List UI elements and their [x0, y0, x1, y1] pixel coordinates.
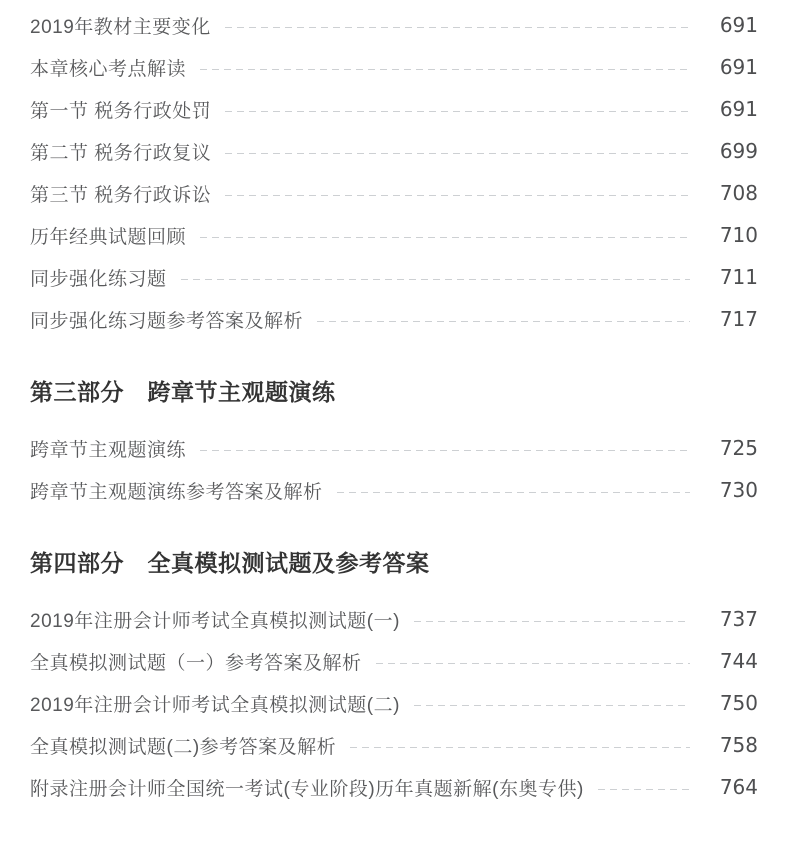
dotted-leader: [376, 663, 690, 664]
toc-entry-title: 同步强化练习题参考答案及解析: [30, 310, 304, 332]
toc-entry-page-number: 764: [719, 775, 758, 799]
dotted-leader: [225, 153, 690, 154]
toc-entry: [30, 46, 758, 88]
toc-entry: [30, 724, 758, 766]
toc-entry-title: 全真模拟测试题(二)参考答案及解析: [30, 736, 337, 758]
toc-entry-page-number: 758: [719, 733, 758, 757]
dotted-leader: [317, 321, 690, 322]
toc-entry: [30, 298, 758, 340]
toc-entry-page-number: 725: [719, 436, 758, 460]
toc-entry: [30, 4, 758, 46]
toc-entry-title: 本章核心考点解读: [30, 58, 187, 80]
toc-entry: [30, 214, 758, 256]
toc-entry: [30, 640, 758, 682]
dotted-leader: [200, 450, 690, 451]
toc-entry-page-number: 691: [719, 13, 758, 37]
dotted-leader: [598, 789, 690, 790]
dotted-leader: [350, 747, 690, 748]
toc-entry: [30, 256, 758, 298]
toc-entry-title: 附录注册会计师全国统一考试(专业阶段)历年真题新解(东奥专供): [30, 778, 584, 800]
dotted-leader: [200, 237, 690, 238]
dotted-leader: [414, 705, 690, 706]
toc-entry-title: 同步强化练习题: [30, 268, 167, 290]
section-header: 第三部分 跨章节主观题演练: [30, 379, 336, 405]
dotted-leader: [225, 27, 690, 28]
toc-entry-title: 第二节 税务行政复议: [30, 142, 212, 164]
toc-entry-page-number: 717: [719, 307, 758, 331]
toc-entry-page-number: 708: [719, 181, 758, 205]
toc-entry-title: 第一节 税务行政处罚: [30, 100, 212, 122]
toc-entry-page-number: 691: [719, 97, 758, 121]
toc-entry: [30, 427, 758, 469]
toc-entry-page-number: 730: [719, 478, 758, 502]
toc-entry: [30, 88, 758, 130]
dotted-leader: [225, 111, 690, 112]
section-header: 第四部分 全真模拟测试题及参考答案: [30, 550, 430, 576]
toc-entry-title: 全真模拟测试题（一）参考答案及解析: [30, 652, 362, 674]
toc-entry-title: 2019年注册会计师考试全真模拟测试题(二): [30, 694, 400, 716]
toc-entry-page-number: 691: [719, 55, 758, 79]
toc-entry-page-number: 737: [719, 607, 758, 631]
toc-entry-title: 2019年教材主要变化: [30, 16, 211, 38]
toc-entry-title: 跨章节主观题演练参考答案及解析: [30, 481, 323, 503]
toc-entry-page-number: 699: [719, 139, 758, 163]
toc-entry-title: 第三节 税务行政诉讼: [30, 184, 212, 206]
dotted-leader: [337, 492, 690, 493]
toc-entry: [30, 130, 758, 172]
toc-entry: [30, 469, 758, 511]
dotted-leader: [225, 195, 690, 196]
toc-entry-title: 2019年注册会计师考试全真模拟测试题(一): [30, 610, 400, 632]
toc-entry: [30, 766, 758, 808]
toc-entry-title: 历年经典试题回顾: [30, 226, 187, 248]
toc-entry-page-number: 711: [719, 265, 758, 289]
toc-entry: [30, 598, 758, 640]
toc-entry-page-number: 744: [719, 649, 758, 673]
toc-entry-page-number: 750: [719, 691, 758, 715]
toc-entry-page-number: 710: [719, 223, 758, 247]
toc-entry: [30, 682, 758, 724]
dotted-leader: [200, 69, 690, 70]
dotted-leader: [414, 621, 690, 622]
dotted-leader: [181, 279, 690, 280]
toc-entry-title: 跨章节主观题演练: [30, 439, 187, 461]
toc-entry: [30, 172, 758, 214]
